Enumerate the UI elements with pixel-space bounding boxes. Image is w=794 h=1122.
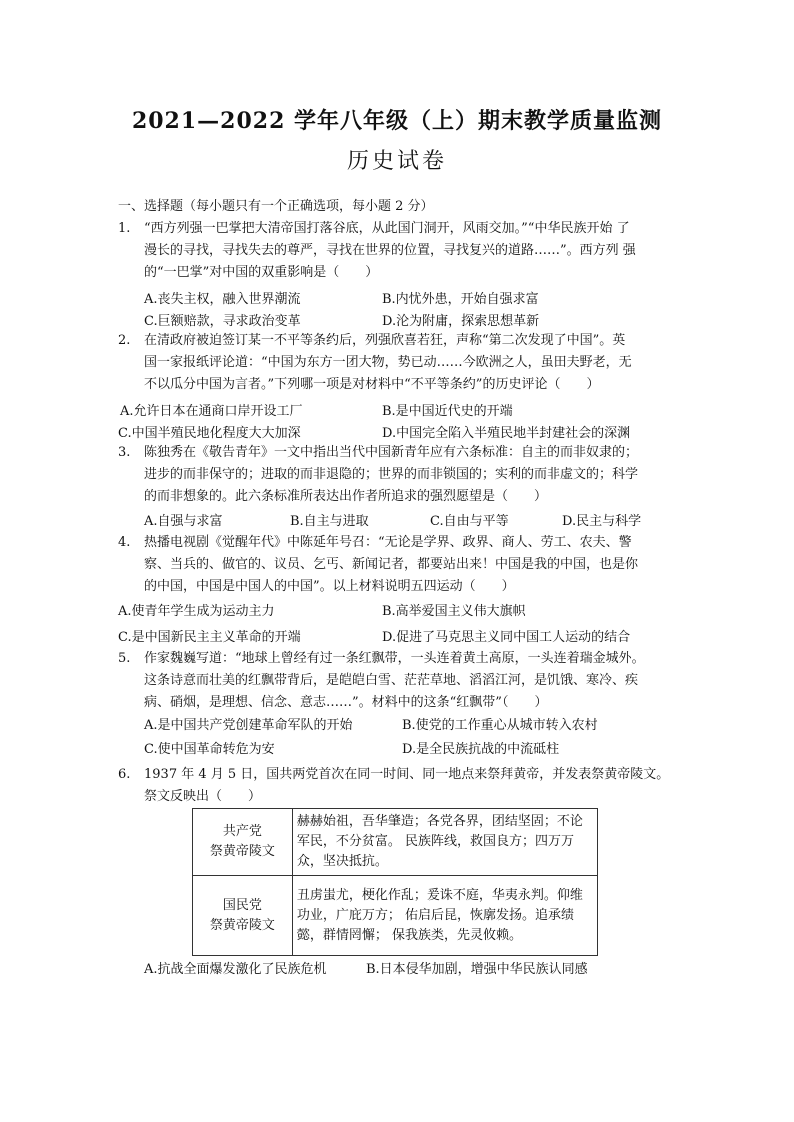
source-table [192, 808, 598, 956]
question-number: 6. [118, 767, 131, 782]
stem-line: 热播电视剧《觉醒年代》中陈延年号召：“无论是学界、政界、商人、劳工、农夫、警 [144, 535, 632, 550]
question-number: 1. [118, 221, 131, 236]
question-number: 2. [118, 333, 131, 348]
option-a[interactable]: A.是中国共产党创建革命军队的开始 [144, 718, 353, 733]
table-row [193, 809, 598, 876]
stem-line: 进步的而非保守的；进取的而非退隐的；世界的而非锁国的；实利的而非虚文的；科学 [144, 467, 639, 482]
option-d[interactable]: D.是全民族抗战的中流砥柱 [402, 742, 560, 757]
option-a[interactable]: A.使青年学生成为运动主力 [118, 604, 275, 619]
table-label-cell [193, 876, 293, 956]
section-heading: 一、选择题（每小题只有一个正确选项，每小题 2 分） [118, 199, 434, 214]
table-text-cell: 赫赫始祖，吾华肇造；各党各界，团结坚固；不论军民，不分贫富。 民族阵线，救国良方；四万万众，坚决抵抗。 [292, 809, 597, 876]
option-d[interactable]: D.促进了马克思主义同中国工人运动的结合 [382, 630, 631, 645]
label-line: 共产党 [222, 824, 262, 839]
question-2 [118, 330, 678, 396]
option-b[interactable]: B.日本侵华加剧，增强中华民族认同感 [366, 962, 588, 977]
question-number: 4. [118, 535, 131, 550]
option-a[interactable]: A.自强与求富 [144, 514, 223, 529]
stem-line: 祭文反映出（ ） [144, 789, 262, 804]
question-number: 5. [118, 651, 131, 666]
stem-line: 国一家报纸评论道：“中国为东方一团大物，势已动……今欧洲之人，虽田夫野老，无 [144, 355, 632, 370]
question-number: 3. [118, 445, 131, 460]
question-4 [118, 532, 678, 598]
stem-line: 的“一巴掌”对中国的双重影响是（ ） [144, 265, 379, 280]
stem-line: 陈独秀在《敬告青年》一文中指出当代中国新青年应有六条标准：自主的而非奴隶的； [144, 445, 639, 460]
stem-line: 不以瓜分中国为言者。”下列哪一项是对材料中“不平等条约”的历史评论（ ） [144, 377, 600, 392]
option-c[interactable]: C.使中国革命转危为安 [144, 742, 275, 757]
page-subtitle: 历史试卷 [346, 149, 447, 174]
question-5 [118, 648, 678, 714]
table-label-cell [193, 809, 293, 876]
stem-line: 这条诗意而壮美的红飘带背后，是皑皑白雪、茫茫草地、滔滔江河，是饥饿、寒冷、疾 [144, 673, 639, 688]
table-row [193, 876, 598, 956]
question-6 [118, 764, 678, 808]
stem-line: “西方列强一巴掌把大清帝国打落谷底，从此国门洞开，风雨交加。”“中华民族开始 了 [144, 221, 630, 236]
stem-line: 漫长的寻找，寻找失去的尊严，寻找在世界的位置，寻找复兴的道路……”。西方列 强 [144, 243, 636, 258]
option-a[interactable]: A.丧失主权，融入世界潮流 [144, 292, 301, 307]
option-b[interactable]: B.自主与进取 [290, 514, 369, 529]
option-d[interactable]: D.沦为附庸，探索思想革新 [382, 314, 540, 329]
stem-line: 1937 年 4 月 5 日，国共两党首次在同一时间、同一地点来祭拜黄帝，并发表祭黄帝陵文。 [144, 767, 670, 782]
label-line: 祭黄帝陵文 [209, 844, 275, 859]
stem-line: 的中国，中国是中国人的中国”。以上材料说明五四运动（ ） [144, 579, 515, 594]
stem-line: 的而非想象的。此六条标准所表达出作者所追求的强烈愿望是（ ） [144, 489, 548, 504]
option-d[interactable]: D.民主与科学 [562, 514, 642, 529]
option-c[interactable]: C.中国半殖民地化程度大大加深 [118, 426, 301, 441]
question-3 [118, 442, 678, 508]
option-c[interactable]: C.巨额赔款，寻求政治变革 [144, 314, 301, 329]
option-b[interactable]: B.内忧外患，开始自强求富 [382, 292, 539, 307]
question-stem [118, 221, 630, 236]
option-c[interactable]: C.自由与平等 [430, 514, 509, 529]
option-a[interactable]: A.允许日本在通商口岸开设工厂 [120, 404, 303, 419]
stem-line: 察、当兵的、做官的、议员、乞丐、新闻记者，都要站出来！中国是我的中国，也是你 [144, 557, 639, 572]
option-a[interactable]: A.抗战全面爆发激化了民族危机 [144, 962, 327, 977]
option-d[interactable]: D.中国完全陷入半殖民地半封建社会的深渊 [382, 426, 631, 441]
label-line: 祭黄帝陵文 [209, 917, 275, 933]
stem-line: 病、硝烟，是理想、信念、意志……”。材料中的这条“红飘带”（ ） [144, 695, 548, 710]
page-title: 2021—2022 学年八年级（上）期末教学质量监测 [131, 108, 663, 134]
label-line: 国民党 [222, 897, 262, 913]
stem-line: 在清政府被迫签订某一不平等条约后，列强欣喜若狂，声称“第二次发现了中国”。英 [144, 333, 626, 348]
option-b[interactable]: B.是中国近代史的开端 [382, 404, 513, 419]
option-b[interactable]: B.高举爱国主义伟大旗帜 [382, 604, 526, 619]
question-1 [118, 218, 678, 284]
option-b[interactable]: B.使党的工作重心从城市转入农村 [402, 718, 598, 733]
option-c[interactable]: C.是中国新民主主义革命的开端 [118, 630, 301, 645]
stem-line: 作家魏巍写道：“地球上曾经有过一条红飘带，一头连着黄土高原，一头连着瑞金城外。 [144, 651, 645, 666]
table-text-cell: 丑虏蚩尤，梗化作乱；爰诛不庭，华夷永判。仰维功业，广庇万方； 佑启后昆，恢廓发扬。追承绩懿，群情罔懈； 保我族类，先灵攸赖。 [292, 876, 597, 956]
